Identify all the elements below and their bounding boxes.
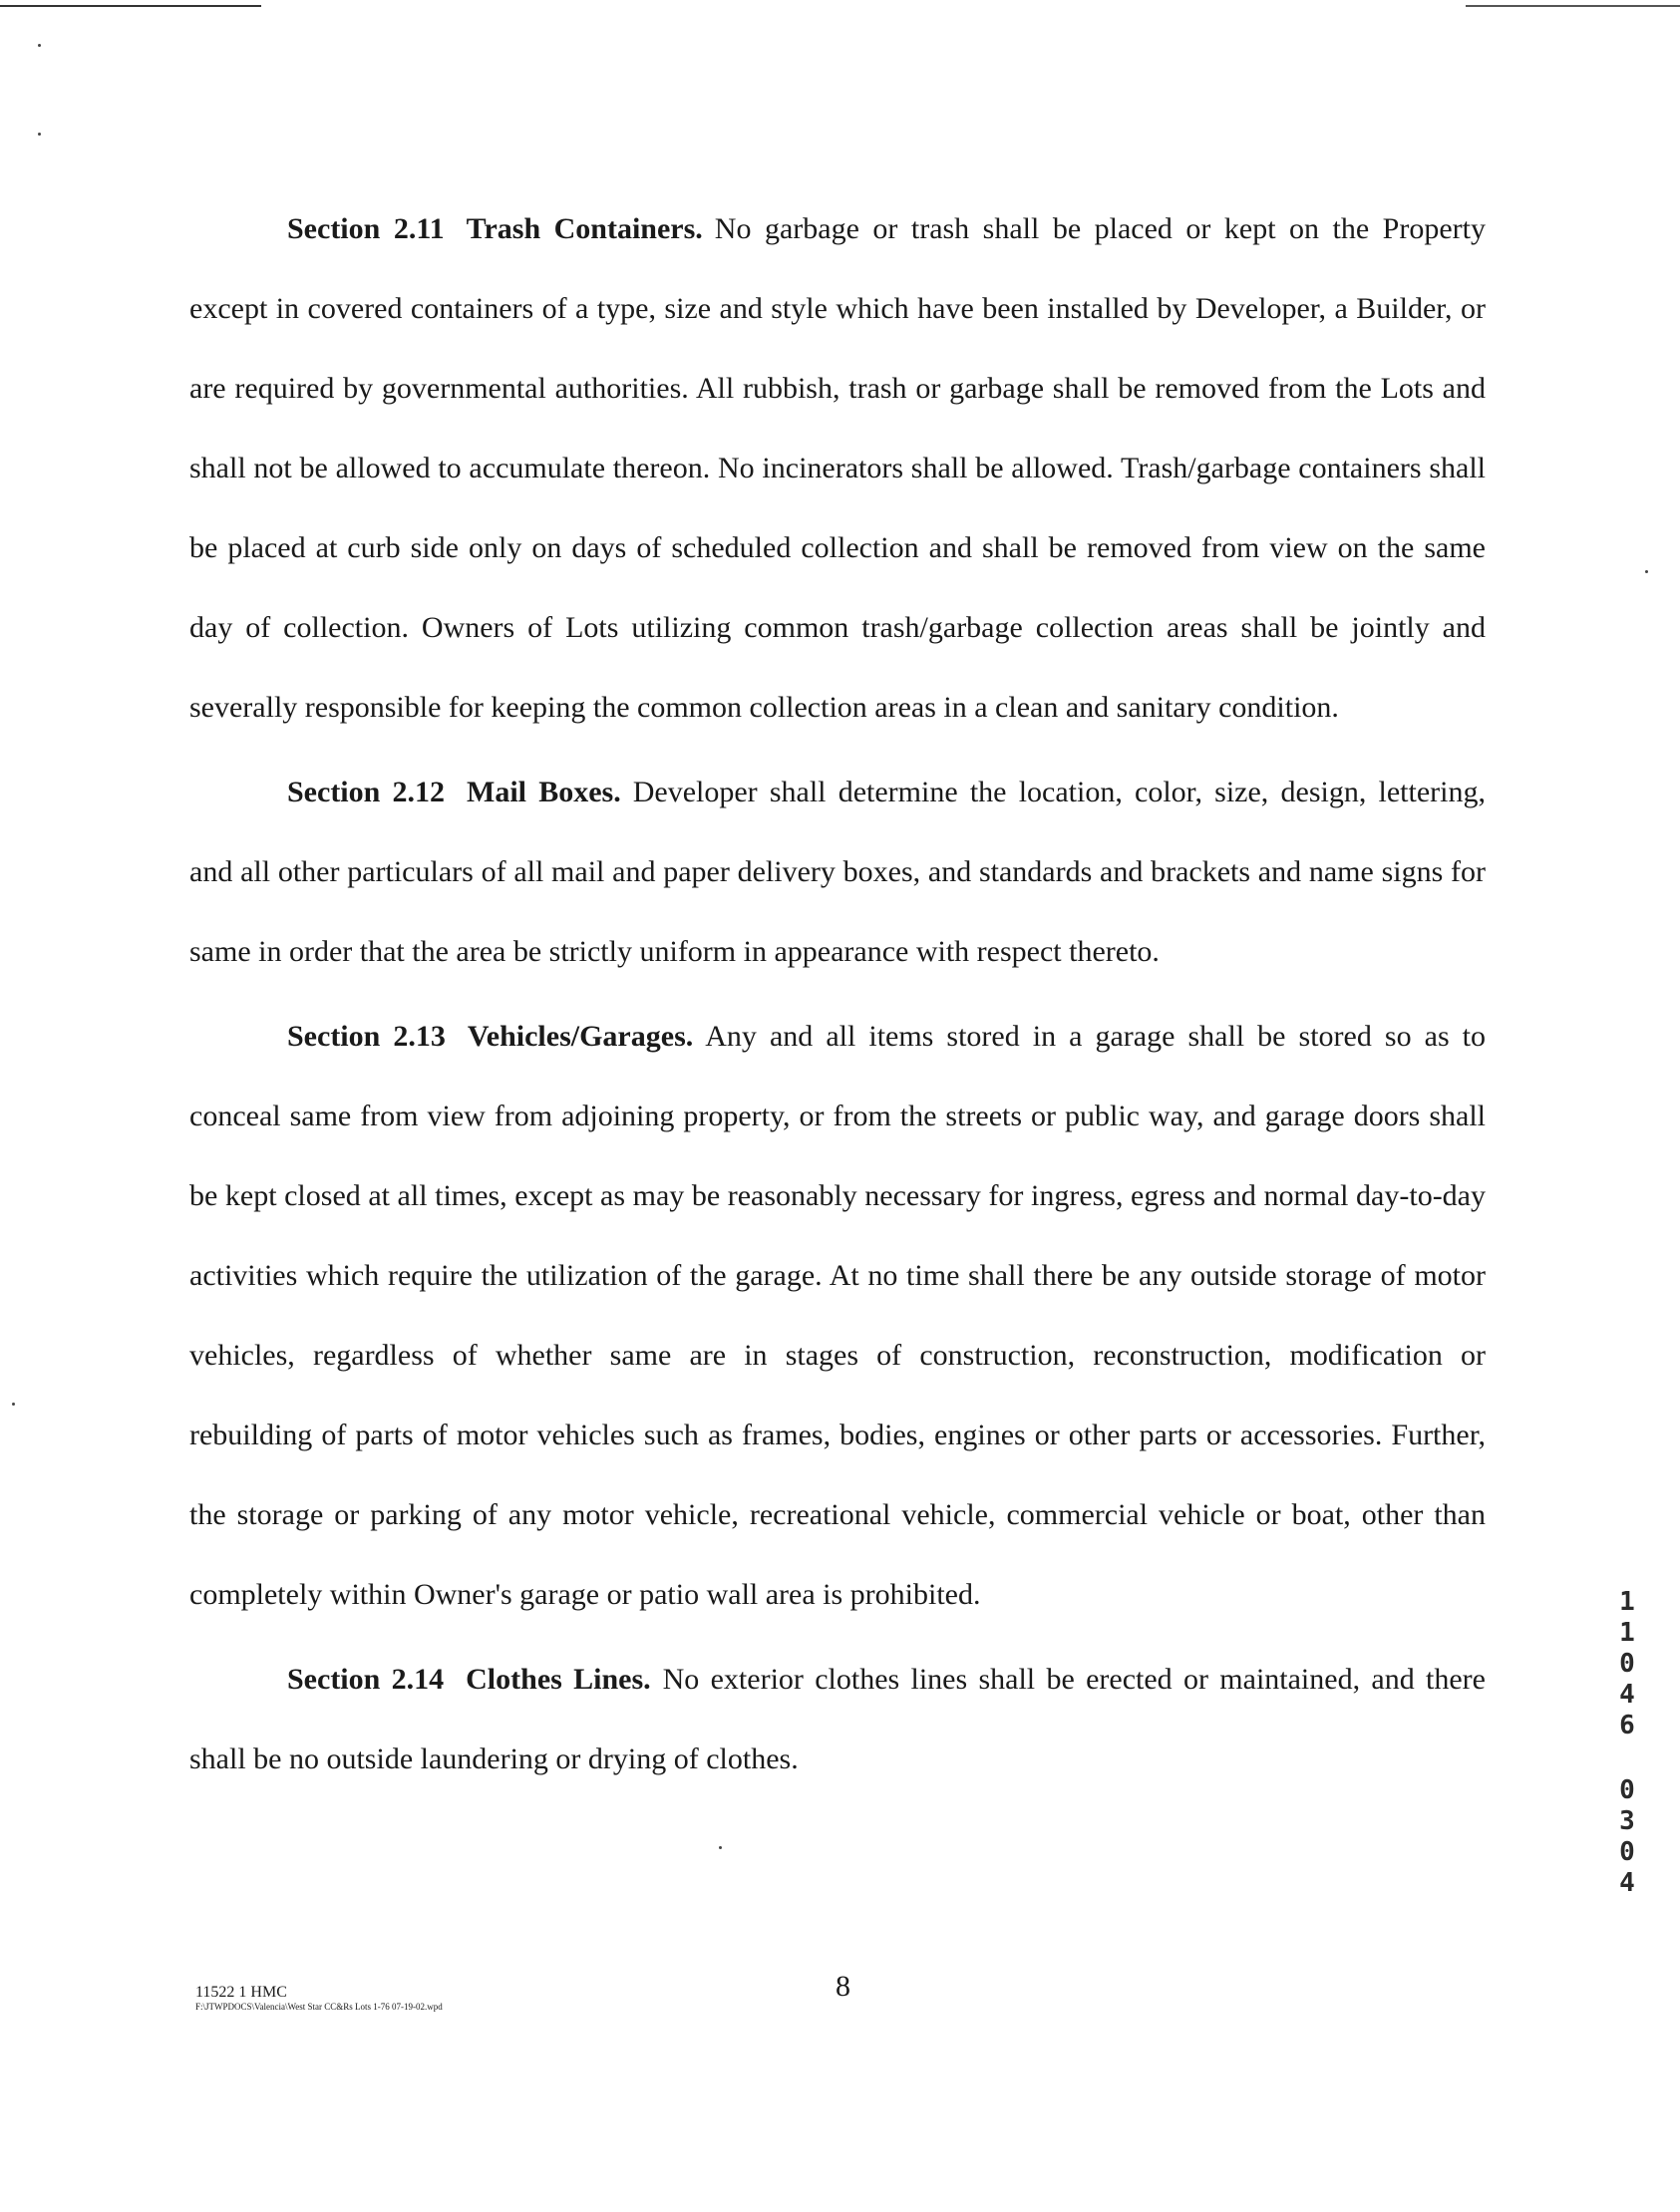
footer-document-id: 11522 1 HMC <box>195 1984 287 2001</box>
section-number: Section 2.12 <box>287 776 446 808</box>
section-text: Any and all items stored in a garage shall be stored so as to conceal same from view from adjoining property, or from the streets or public way, and garage doors shall be kept closed at all times, except as may be reasonably necessary for ingress, egress and normal day-to-day activities which require the utilization of the garage. At no time shall there be any outside storage of motor vehicles, regardless of whether same are in stages of construction, reconstruction, modification or rebuilding of parts of motor vehicles such as frames, bodies, engines or other parts or accessories. Further, the storage or parking of any motor vehicle, recreational vehicle, commercial vehicle or boat, other than completely within Owner's garage or patio wall area is prohibited. <box>189 1020 1486 1611</box>
stamp-digit: 0 <box>1619 1649 1635 1679</box>
section-number: Section 2.11 <box>287 212 445 245</box>
section-title: Vehicles/Garages. <box>467 1020 694 1053</box>
scan-speck <box>38 44 41 47</box>
scan-speck <box>719 1846 722 1849</box>
section-text: No garbage or trash shall be placed or kept on the Property except in covered containers of a type, size and style which have been installed by Developer, a Builder, or are required by governmental authorities. All rubbish, trash or garbage shall be removed from the Lots and shall not be allowed to accumulate thereon. No incinerators shall be allowed. Trash/garbage containers shall be placed at curb side only on days of scheduled collection and shall be removed from view on the same day of collection. Owners of Lots utilizing common trash/garbage collection areas shall be jointly and severally responsible for keeping the common collection areas in a clean and sanitary condition. <box>189 212 1487 724</box>
stamp-gap <box>1613 1741 1641 1775</box>
scan-speck <box>38 133 41 136</box>
section-2-12 <box>189 753 1486 992</box>
section-text: No exterior clothes lines shall be erected or maintained, and there shall be no outside laundering or drying of clothes. <box>189 1663 1486 1775</box>
document-body <box>189 189 1486 1804</box>
stamp-digit: 0 <box>1619 1837 1635 1867</box>
page-number: 8 <box>836 1970 850 2003</box>
section-title: Trash Containers. <box>466 212 703 245</box>
section-title: Clothes Lines. <box>466 1663 651 1696</box>
section-number: Section 2.13 <box>287 1020 446 1053</box>
top-left-rule <box>0 5 261 7</box>
stamp-digit: 4 <box>1619 1680 1635 1710</box>
stamp-digit: 1 <box>1619 1618 1635 1648</box>
section-2-14 <box>189 1640 1486 1799</box>
scan-speck <box>12 1403 15 1406</box>
stamp-digit: 0 <box>1619 1775 1635 1805</box>
stamp-digit: 3 <box>1619 1806 1635 1836</box>
section-2-13 <box>189 997 1486 1635</box>
stamp-digit: 1 <box>1619 1587 1635 1617</box>
scan-speck <box>1645 570 1648 573</box>
top-right-rule <box>1466 5 1680 7</box>
section-number: Section 2.14 <box>287 1663 445 1696</box>
section-text: Developer shall determine the location, color, size, design, lettering, and all other particulars of all mail and paper delivery boxes, and standards and brackets and name signs for same in order that the area be strictly uniform in appearance with respect thereto. <box>189 776 1486 968</box>
section-title: Mail Boxes. <box>467 776 621 808</box>
stamp-digit: 6 <box>1619 1711 1635 1740</box>
stamp-digit: 4 <box>1619 1868 1635 1898</box>
section-2-11 <box>189 189 1486 748</box>
footer-file-path: F:\JTWPDOCS\Valencia\West Star CC&Rs Lots 1-76 07-19-02.wpd <box>195 2002 443 2012</box>
recording-number-stamp <box>1613 1587 1641 1899</box>
